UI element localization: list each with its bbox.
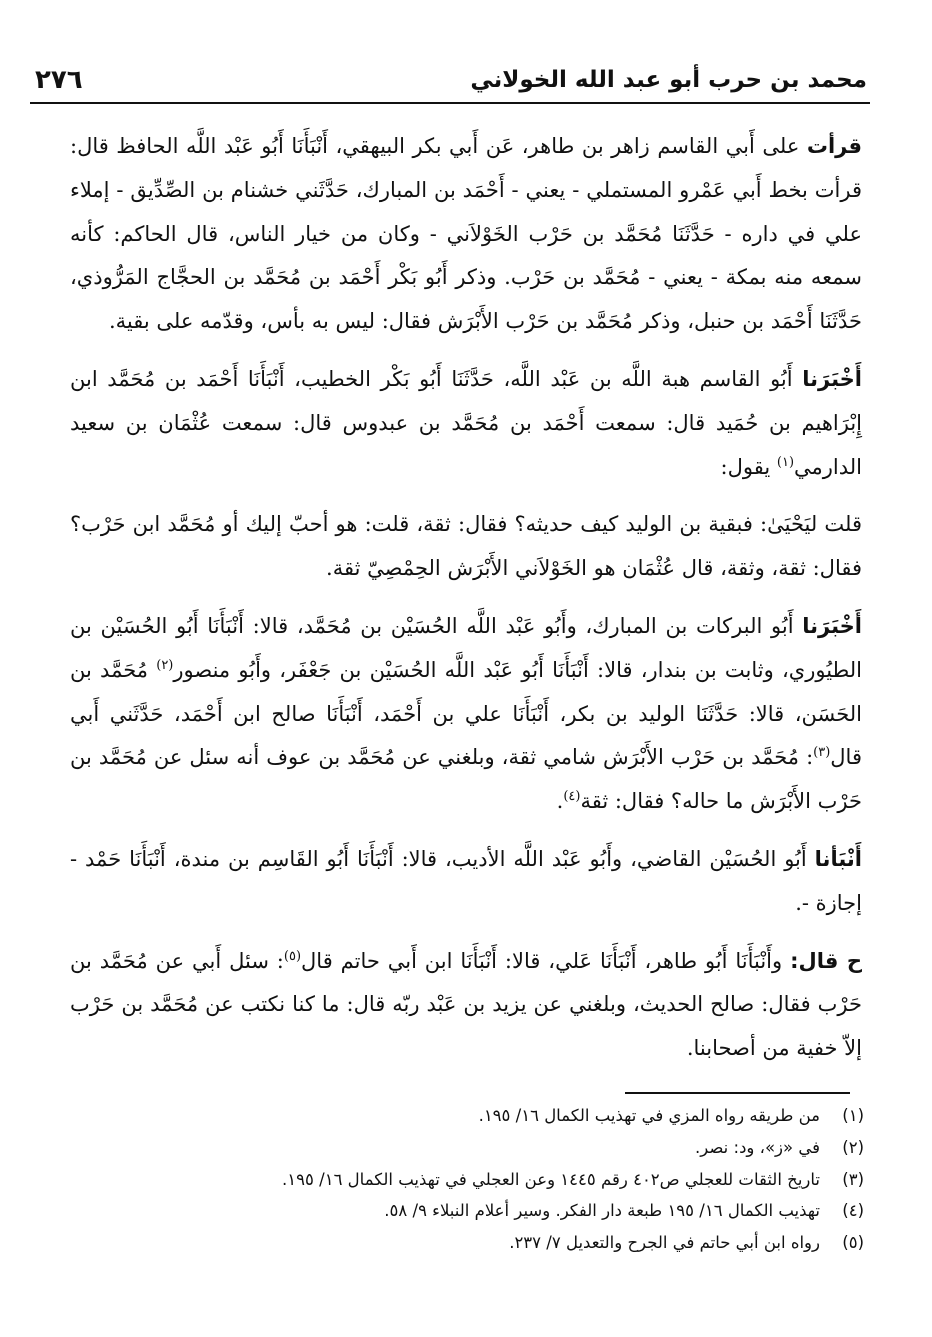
paragraph-lead: أَخْبَرَنا <box>802 366 862 391</box>
footnote-text: تاريخ الثقات للعجلي ص٤٠٢ رقم ١٤٤٥ وعن العجلي في تهذيب الكمال ١٦/ ١٩٥. <box>282 1169 820 1189</box>
footnote-marker: (٤) <box>563 789 581 805</box>
footnotes <box>70 1100 864 1259</box>
page-number: ٢٧٦ <box>35 65 83 95</box>
paragraph-text-continued: : سئل أَبي عن مُحَمَّد بن حَرْب فقال: صالح الحديث، وبلغني عن يزيد بن عَبْد ربّه قال: ما كنا نكتب عن مُحَمَّد بن حَرْب إلاّ خفية من أصحابنا. <box>70 948 862 1061</box>
footnote-marker: (٣) <box>813 745 831 761</box>
paragraph-text: على أَبي القاسم زاهر بن طاهر، عَن أَبي بكر البيهقي، أَنْبَأَنَا أَبُو عَبْد اللَّه الحافظ قال: قرأت بخط أَبي عَمْرو المستملي - يعني - أَحْمَد بن المبارك، حَدَّثَني خشنام بن الصِّدِّيق - إملاء علي في داره - حَدَّثَنَا مُحَمَّد بن حَرْب الخَوْلاَني - وكان من خيار الناس، قال الحاكم: كأنه سمعه منه بمكة - يعني - مُحَمَّد بن حَرْب. وذكر أَبُو بَكْر أَحْمَد بن مُحَمَّد بن الحجَّاج المَرُّوذي، حَدَّثَنَا أَحْمَد بن حنبل، وذكر مُحَمَّد بن حَرْب الأَبْرَش فقال: ليس به بأس، وقدّمه على بقية. <box>70 134 862 334</box>
footnote-text: تهذيب الكمال ١٦/ ١٩٥ طبعة دار الفكر. وسير أعلام النبلاء ٩/ ٥٨. <box>384 1201 820 1221</box>
paragraph-5 <box>70 838 862 926</box>
footnote-number: (٣) <box>842 1169 864 1189</box>
paragraph-text-continued: : مُحَمَّد بن حَرْب الأَبْرَش شامي ثقة، وبلغني عن مُحَمَّد بن عوف أنه سئل عن مُحَمَّد بن حَرْب الأَبْرَش ما حاله؟ فقال: ثقة <box>70 745 862 814</box>
paragraph-lead: أَنْبَأنا <box>814 846 862 871</box>
paragraph-text: وأَنْبَأَنَا أَبُو طاهر، أَنْبَأَنَا عَلي، قالا: أَنْبَأَنَا ابن أَبي حاتم قال <box>301 948 783 973</box>
paragraph-2 <box>70 358 862 489</box>
footnote-rule <box>625 1092 850 1094</box>
footnote-item <box>70 1227 864 1259</box>
footnote-item <box>70 1164 864 1196</box>
running-title: محمد بن حرب أبو عبد الله الخولاني <box>470 67 867 93</box>
footnote-number: (٥) <box>842 1233 864 1253</box>
header-rule <box>30 102 870 104</box>
footnote-number: (١) <box>842 1106 864 1125</box>
paragraph-1 <box>70 125 862 344</box>
paragraph-lead: قرأت <box>806 134 862 158</box>
paragraph-text: أَبُو القاسم هبة اللَّه بن عَبْد اللَّه، حَدَّثَنَا أَبُو بَكْر الخطيب، أَنْبَأَنَا أَحْمَد بن مُحَمَّد ابن إِبْرَاهيم بن حُمَيد قال: سمعت أَحْمَد بن مُحَمَّد بن عبدوس قال: سمعت عُثْمَان بن سعيد الدارمي <box>70 366 862 479</box>
body-text <box>70 125 862 1085</box>
footnote-text: في «ز»، ود: نصر. <box>695 1137 820 1157</box>
paragraph-3 <box>70 503 862 591</box>
footnote-item <box>70 1100 864 1132</box>
footnote-marker: (٢) <box>156 657 174 673</box>
paragraph-4 <box>70 605 862 824</box>
footnote-text: رواه ابن أبي حاتم في الجرح والتعديل ٧/ ٢٣٧. <box>509 1233 820 1253</box>
paragraph-text: أَبُو الحُسَيْن القاضي، وأَبُو عَبْد اللَّه الأديب، قالا: أَنْبَأَنَا أَبُو القَاسِم بن مندة، أَنْبَأَنَا حَمْد - إجازة -. <box>70 846 862 915</box>
footnote-marker: (٥) <box>283 948 302 964</box>
footnote-text: من طريقه رواه المزي في تهذيب الكمال ١٦/ ١٩٥. <box>478 1106 820 1125</box>
paragraph-text: قلت ليَحْيَىٰ: فبقية بن الوليد كيف حديثه؟ فقال: ثقة، قلت: هو أحبّ إليك أو مُحَمَّد ابن حَرْب؟ فقال: ثقة، وثقة، قال عُثْمَان هو الخَوْلاَني الأَبْرَش الحِمْصِيّ ثقة. <box>70 512 862 581</box>
paragraph-6 <box>70 940 862 1071</box>
page-header <box>35 60 867 100</box>
paragraph-lead: أَخْبَرَنا <box>802 613 862 638</box>
paragraph-lead: ح قال: <box>790 948 862 973</box>
footnote-number: (٢) <box>842 1137 864 1157</box>
footnote-marker: (١) <box>776 454 795 470</box>
footnote-item <box>70 1195 864 1227</box>
paragraph-text-continued: يقول: <box>720 454 777 479</box>
paragraph-text: أَبُو البركات بن المبارك، وأَبُو عَبْد اللَّه الحُسَيْن بن مُحَمَّد، قالا: أَنْبَأَنَا أَبُو الحُسَيْن بن الطيُوري، وثابت بن بندار، قالا: أَنْبَأَنَا أَبُو عَبْد اللَّه الحُسَيْن بن جَعْفَر، وأَبُو منصور <box>70 613 862 682</box>
paragraph-text-continued: . <box>556 789 564 814</box>
footnote-number: (٤) <box>842 1201 864 1221</box>
paragraph-text-continued: مُحَمَّد بن الحَسَن، قالا: حَدَّثَنَا الوليد بن بكر، أَنْبَأَنَا علي بن أَحْمَد، أَنْبَأَنَا صالح ابن أَحْمَد، حَدَّثَني أَبي قال <box>70 657 862 770</box>
footnote-item <box>70 1132 864 1164</box>
